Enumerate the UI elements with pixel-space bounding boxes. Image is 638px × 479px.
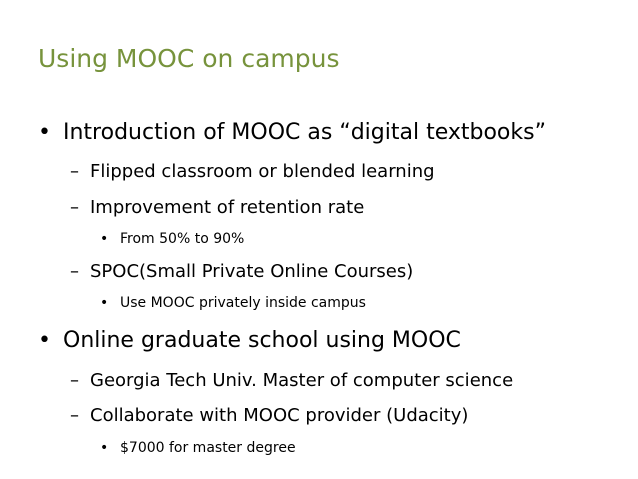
- bullet-level2: [70, 195, 364, 221]
- dash-marker: –: [70, 261, 79, 282]
- slide-title: Using MOOC on campus: [38, 44, 340, 73]
- bullet-marker: •: [100, 440, 109, 456]
- bullet-marker: •: [38, 120, 51, 145]
- bullet-marker: •: [38, 328, 51, 353]
- bullet-text: Collaborate with MOOC provider (Udacity): [90, 405, 469, 426]
- bullet-level2: [70, 368, 513, 394]
- dash-marker: –: [70, 405, 79, 426]
- bullet-marker: •: [100, 231, 109, 247]
- bullet-text: SPOC(Small Private Online Courses): [90, 261, 414, 282]
- dash-marker: –: [70, 197, 79, 218]
- bullet-text: Flipped classroom or blended learning: [90, 161, 435, 182]
- bullet-marker: •: [100, 295, 109, 311]
- bullet-text: Online graduate school using MOOC: [63, 328, 461, 353]
- bullet-level3: [100, 293, 366, 313]
- bullet-text: From 50% to 90%: [120, 231, 245, 247]
- bullet-text: Georgia Tech Univ. Master of computer science: [90, 370, 514, 391]
- bullet-level3: [100, 229, 244, 249]
- bullet-text: Introduction of MOOC as “digital textbooks”: [63, 120, 546, 145]
- bullet-level2: [70, 159, 435, 185]
- bullet-level1: [38, 326, 461, 356]
- bullet-level2: [70, 403, 468, 429]
- bullet-level3: [100, 438, 296, 458]
- bullet-text: Improvement of retention rate: [90, 197, 365, 218]
- bullet-level2: [70, 259, 413, 285]
- bullet-level1: [38, 118, 546, 148]
- dash-marker: –: [70, 161, 79, 182]
- bullet-text: Use MOOC privately inside campus: [120, 295, 366, 311]
- dash-marker: –: [70, 370, 79, 391]
- bullet-text: $7000 for master degree: [120, 440, 296, 456]
